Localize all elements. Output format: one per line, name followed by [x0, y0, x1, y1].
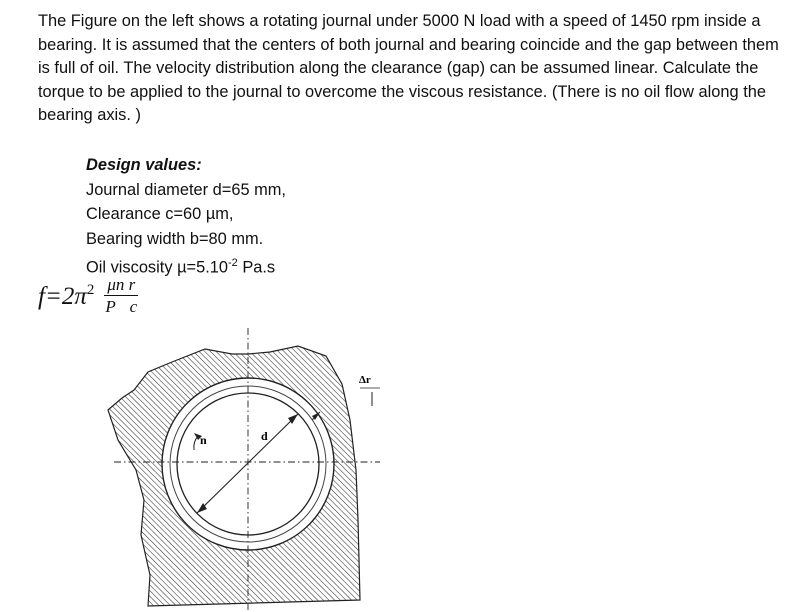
journal-diameter: Journal diameter d=65 mm, [86, 180, 286, 199]
formula-exponent: 2 [86, 282, 95, 298]
design-values-heading: Design values: [86, 156, 202, 174]
diameter-label: d [261, 429, 268, 443]
viscosity-unit: Pa.s [237, 258, 276, 277]
formula-numerator: μn r [104, 275, 138, 296]
formula-denominator: P c [105, 297, 143, 316]
problem-statement: The Figure on the left shows a rotating journal under 5000 N load with a speed of 1450 rpm inside a bearing. It is assumed that the centers of both journal and bearing coincide and the gap between them is full of oil. The velocity distribution along the clearance (gap) can be assumed linear. Calculate the torque to be applied to the journal to overcome the viscous resistance. (There is no oil flow along the bearing axis. ) [38, 12, 779, 125]
viscosity-prefix: Oil viscosity µ=5.10 [86, 258, 228, 277]
clearance-label: Δr [359, 374, 371, 386]
bearing-width: Bearing width b=80 mm. [86, 229, 264, 248]
viscosity-exponent: -2 [228, 257, 238, 269]
rotation-label: n [200, 433, 207, 447]
clearance-value: Clearance c=60 µm, [86, 205, 234, 223]
formula-lhs-text: f=2π [38, 283, 87, 310]
